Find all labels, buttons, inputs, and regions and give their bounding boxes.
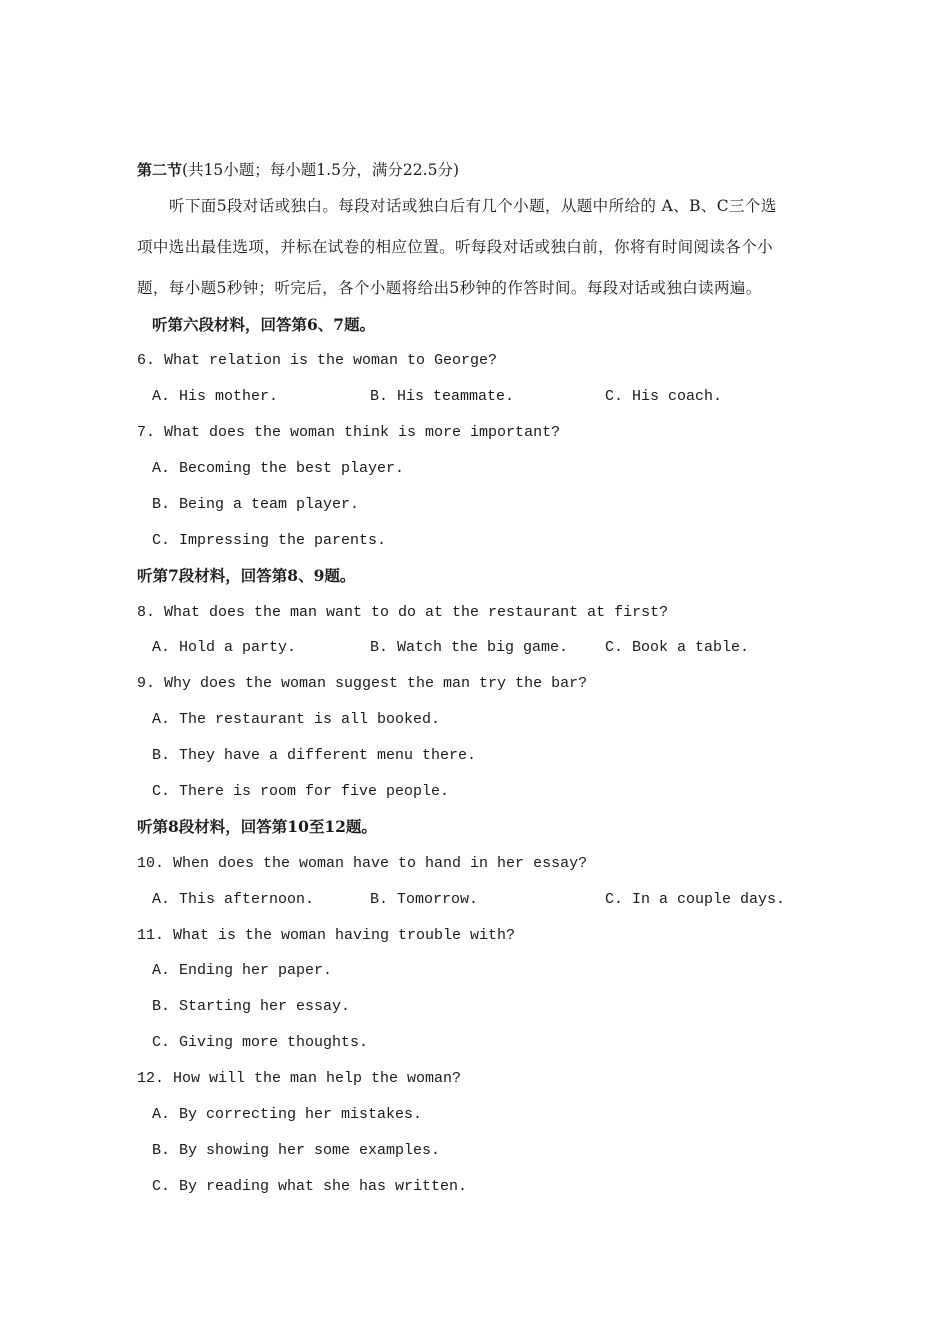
- question-8-stem: 8. What does the man want to do at the restaurant at first?: [137, 604, 669, 621]
- question-9-option-a: A. The restaurant is all booked.: [152, 711, 441, 728]
- question-11-option-b: B. Starting her essay.: [152, 998, 351, 1015]
- question-10-option-a: A. This afternoon.: [152, 891, 315, 908]
- question-11-option-c: C. Giving more thoughts.: [152, 1034, 369, 1051]
- question-6-stem: 6. What relation is the woman to George?: [137, 352, 498, 369]
- question-11-stem: 11. What is the woman having trouble with?: [137, 927, 516, 944]
- section-header: [137, 160, 459, 182]
- question-10-stem: 10. When does the woman have to hand in her essay?: [137, 855, 588, 872]
- section-note: (共15小题；每小题1.5分，满分22.5分): [182, 161, 459, 179]
- instructions-line-2: 项中选出最佳选项，并标在试卷的相应位置。听每段对话或独白前，你将有时间阅读各个小: [137, 238, 774, 256]
- question-9-option-b: B. They have a different menu there.: [152, 747, 477, 764]
- group-heading-3: 听第8段材料，回答第10至12题。: [137, 817, 377, 836]
- question-7-option-b: B. Being a team player.: [152, 496, 360, 513]
- question-8-option-a: A. Hold a party.: [152, 639, 297, 656]
- question-10-option-b: B. Tomorrow.: [370, 891, 479, 908]
- question-8-option-c: C. Book a table.: [605, 639, 750, 656]
- question-6-option-b: B. His teammate.: [370, 388, 515, 405]
- question-10-option-c: C. In a couple days.: [605, 891, 786, 908]
- instructions-line-3: 题，每小题5秒钟；听完后，各个小题将给出5秒钟的作答时间。每段对话或独白读两遍。: [137, 279, 762, 297]
- question-12-option-c: C. By reading what she has written.: [152, 1178, 468, 1195]
- question-7-stem: 7. What does the woman think is more important?: [137, 424, 561, 441]
- section-title: 第二节: [137, 161, 183, 179]
- question-11-option-a: A. Ending her paper.: [152, 962, 333, 979]
- question-6-option-c: C. His coach.: [605, 388, 723, 405]
- instructions-line-1: 听下面5段对话或独白。每段对话或独白后有几个小题，从题中所给的 A、B、C三个选: [169, 197, 777, 215]
- question-6-option-a: A. His mother.: [152, 388, 279, 405]
- group-heading-1: 听第六段材料，回答第6、7题。: [152, 315, 376, 334]
- question-8-option-b: B. Watch the big game.: [370, 639, 569, 656]
- question-12-option-a: A. By correcting her mistakes.: [152, 1106, 423, 1123]
- question-12-stem: 12. How will the man help the woman?: [137, 1070, 462, 1087]
- question-12-option-b: B. By showing her some examples.: [152, 1142, 441, 1159]
- question-7-option-a: A. Becoming the best player.: [152, 460, 405, 477]
- question-7-option-c: C. Impressing the parents.: [152, 532, 387, 549]
- group-heading-2: 听第7段材料，回答第8、9题。: [137, 566, 356, 585]
- question-9-stem: 9. Why does the woman suggest the man try the bar?: [137, 675, 588, 692]
- question-9-option-c: C. There is room for five people.: [152, 783, 450, 800]
